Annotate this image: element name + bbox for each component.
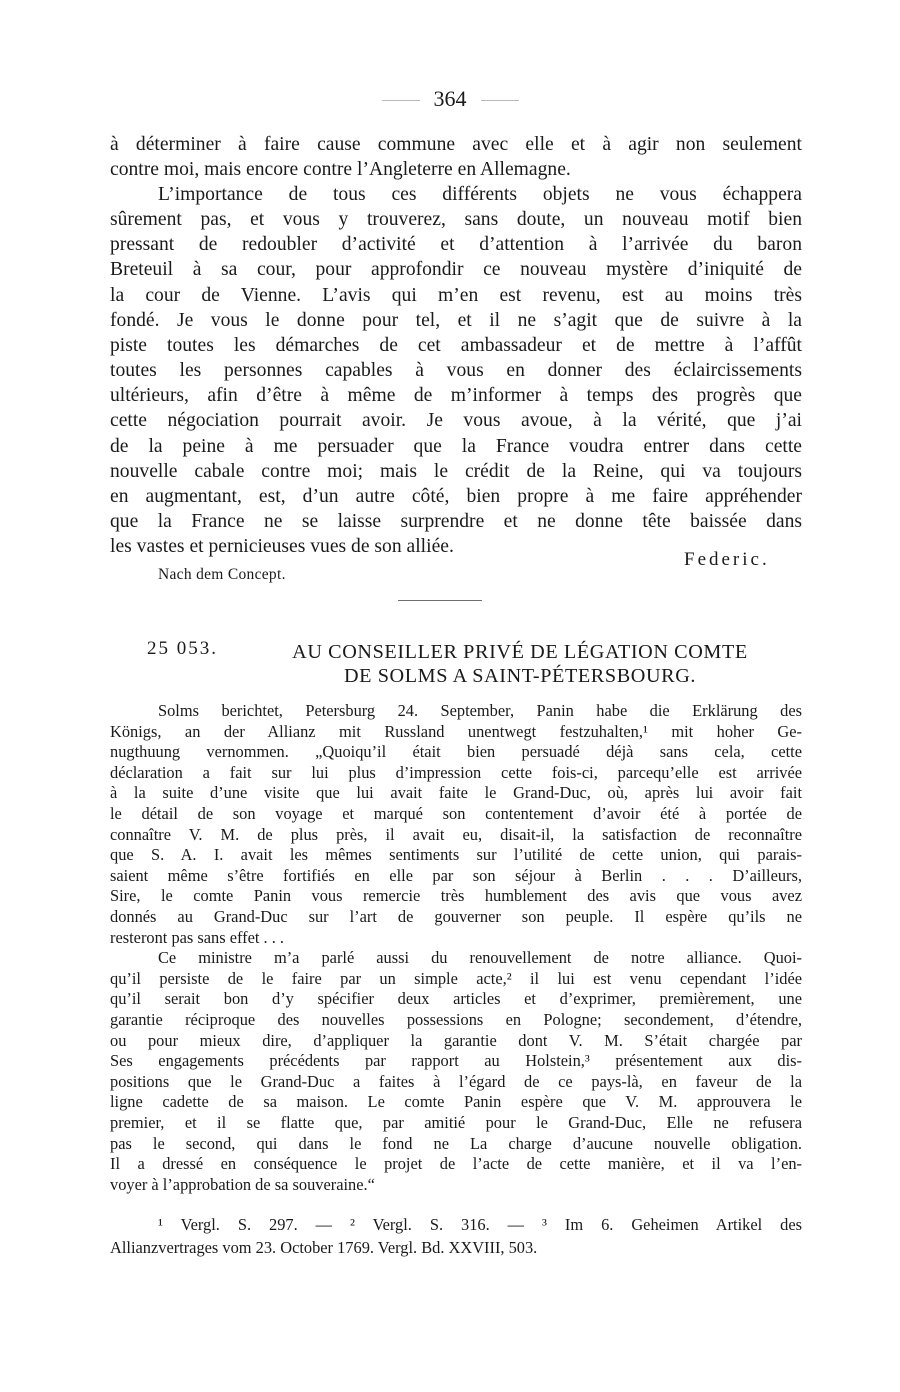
letter-line: en augmentant, est, d’un autre côté, bien propre à me faire appréhender — [110, 486, 802, 507]
letter-line: que la France ne se laisse surprendre et ne donne tête baissée dans — [110, 511, 802, 532]
summary-line: qu’il serait bon d’y spécifier deux articles et d’exprimer, premièrement, une — [110, 989, 802, 1008]
summary-line: resteront pas sans effet . . . — [110, 928, 285, 947]
summary-line: déclaration a fait sur lui plus d’impression cette fois-ci, parcequ’elle est arrivée — [110, 763, 802, 782]
letter-line: contre moi, mais encore contre l’Angleterre en Allemagne. — [110, 159, 571, 180]
footnote-line: ¹ Vergl. S. 297. — ² Vergl. S. 316. — ³ Im 6. Geheimen Artikel des — [158, 1215, 802, 1234]
letter-line: L’importance de tous ces différents objets ne vous échappera — [158, 184, 802, 205]
summary-line: Königs, an der Allianz mit Russland unentwegt festzuhalten,¹ mit hoher Ge- — [110, 722, 802, 741]
letter-line: toutes les personnes capables à vous en donner des éclaircissements — [110, 360, 802, 381]
summary-line: qu’il persiste de le faire par un simple acte,² il lui est venu cependant l’idée — [110, 969, 802, 988]
summary-line: Solms berichtet, Petersburg 24. September, Panin habe die Erklärung des — [158, 701, 802, 720]
summary-line: connaître V. M. de plus près, il avait eu, disait-il, la satisfaction de reconnaître — [110, 825, 802, 844]
letter-line: Breteuil à sa cour, pour approfondir ce nouveau mystère d’iniquité de — [110, 259, 802, 280]
document-number: 25 053. — [147, 638, 218, 659]
summary-line: que S. A. I. avait les mêmes sentiments sur l’utilité de cette union, qui parais- — [110, 845, 802, 864]
signature: Federic. — [684, 549, 770, 570]
summary-line: Il a dressé en conséquence le projet de l’acte de cette manière, et il va l’en- — [110, 1154, 802, 1173]
letter-line: les vastes et pernicieuses vues de son alliée. — [110, 536, 454, 557]
letter-line: sûrement pas, et vous y trouverez, sans doute, un nouveau motif bien — [110, 209, 802, 230]
letter-line: nouvelle cabale contre moi; mais le crédit de la Reine, qui va toujours — [110, 461, 802, 482]
page-number: 364 — [433, 86, 467, 111]
summary-line: donnés au Grand-Duc sur l’art de gouverner son peuple. Il espère qu’ils ne — [110, 907, 802, 926]
summary-line: Ses engagements précédents par rapport au Holstein,³ présentement aux dis- — [110, 1051, 802, 1070]
summary-line: ligne cadette de sa maison. Le comte Panin espère que V. M. approuvera le — [110, 1092, 802, 1111]
summary-line: positions que le Grand-Duc a faites à l’égard de ce pays-là, en faveur de la — [110, 1072, 802, 1091]
letter-line: de la peine à me persuader que la France voudra entrer dans cette — [110, 436, 802, 457]
summary-line: garantie réciproque des nouvelles possessions en Pologne; secondement, d’étendre, — [110, 1010, 802, 1029]
summary-line: nugthuung vernommen. „Quoiqu’il était bien persuadé déjà sans cela, cette — [110, 742, 802, 761]
section-divider — [398, 600, 482, 601]
document-heading-line: DE SOLMS A SAINT-PÉTERSBOURG. — [343, 665, 697, 687]
document-heading-line: AU CONSEILLER PRIVÉ DE LÉGATION COMTE — [292, 641, 748, 663]
footnote-line: Allianzvertrages vom 23. October 1769. Vergl. Bd. XXVIII, 503. — [110, 1238, 538, 1257]
letter-line: la cour de Vienne. L’avis qui m’en est revenu, est au moins très — [110, 285, 802, 306]
summary-line: premier, et il se flatte que, par amitié pour le Grand-Duc, Elle ne refusera — [110, 1113, 802, 1132]
page-header — [0, 86, 900, 112]
summary-line: à la suite d’une visite que lui avait faite le Grand-Duc, où, après lui avoir fait — [110, 783, 802, 802]
letter-line: piste toutes les démarches de cet ambassadeur et de mettre à l’affût — [110, 335, 802, 356]
source-note: Nach dem Concept. — [158, 566, 286, 583]
summary-line: saient même s’être fortifiés en elle par son séjour à Berlin . . . D’ailleurs, — [110, 866, 802, 885]
summary-line: Sire, le comte Panin vous remercie très humblement des avis que vous avez — [110, 886, 802, 905]
letter-line: ultérieurs, afin d’être à même de m’informer à temps des progrès que — [110, 385, 802, 406]
summary-line: voyer à l’approbation de sa souveraine.“ — [110, 1175, 375, 1194]
summary-line: ou pour mieux dire, d’appliquer la garantie dont V. M. S’était chargée par — [110, 1031, 802, 1050]
letter-line: à déterminer à faire cause commune avec elle et à agir non seulement — [110, 134, 802, 155]
summary-line: Ce ministre m’a parlé aussi du renouvellement de notre alliance. Quoi- — [158, 948, 802, 967]
summary-line: pas le second, qui dans le fond ne La charge d’aucune nouvelle obligation. — [110, 1134, 802, 1153]
letter-line: cette négociation pourrait avoir. Je vous avoue, à la vérité, que j’ai — [110, 410, 802, 431]
letter-line: fondé. Je vous le donne pour tel, et il ne s’agit que de suivre à la — [110, 310, 802, 331]
letter-line: pressant de redoubler d’activité et d’attention à l’arrivée du baron — [110, 234, 802, 255]
header-right-dash — [481, 100, 519, 101]
summary-line: le détail de son voyage et marqué son contentement d’avoir été à portée de — [110, 804, 802, 823]
header-left-dash — [382, 100, 420, 101]
